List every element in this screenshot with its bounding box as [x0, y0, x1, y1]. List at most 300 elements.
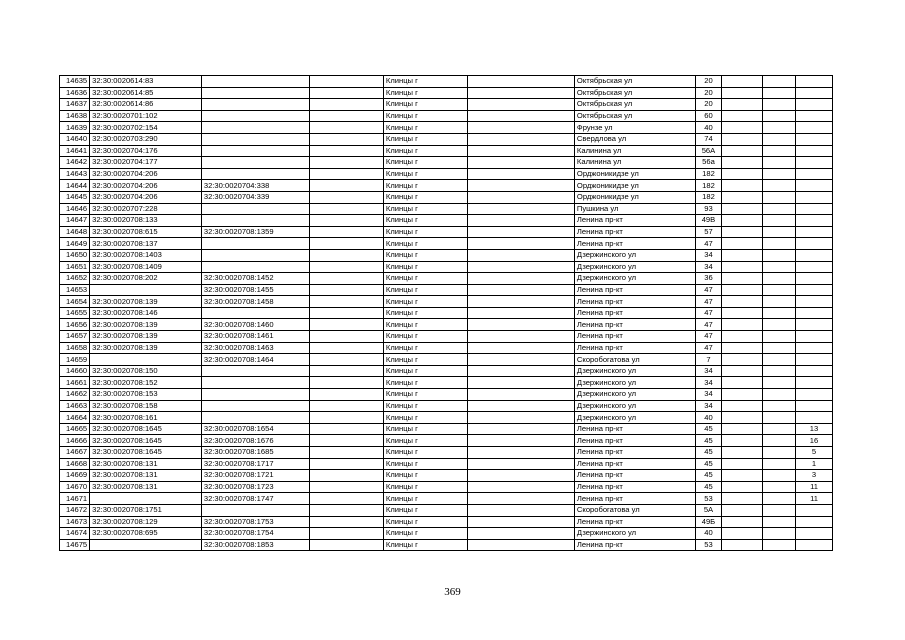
cell-house: 182 [695, 191, 722, 203]
cell-number: 14639 [60, 122, 90, 134]
cell-apartment [796, 273, 833, 285]
cell-street: Ленина пр-кт [574, 307, 695, 319]
table-row [60, 400, 833, 412]
cell-number: 14648 [60, 226, 90, 238]
table-row [60, 122, 833, 134]
cell-empty1 [310, 319, 384, 331]
cell-city: Клинцы г [383, 180, 467, 192]
cell-empty2 [467, 76, 574, 88]
cell-empty1 [310, 87, 384, 99]
table-row [60, 470, 833, 482]
cell-cadastral: 32:30:0020708:150 [90, 365, 202, 377]
cell-cadastral2 [201, 307, 309, 319]
cell-street: Дзержинского ул [574, 412, 695, 424]
cell-empty4 [762, 191, 796, 203]
cell-empty2 [467, 203, 574, 215]
cell-house: 34 [695, 377, 722, 389]
cell-cadastral2 [201, 261, 309, 273]
cell-street: Ленина пр-кт [574, 435, 695, 447]
cell-empty1 [310, 145, 384, 157]
cell-house: 45 [695, 435, 722, 447]
table-row [60, 435, 833, 447]
cell-cadastral: 32:30:0020703:290 [90, 133, 202, 145]
cell-street: Ленина пр-кт [574, 296, 695, 308]
cell-empty2 [467, 238, 574, 250]
cell-cadastral2 [201, 238, 309, 250]
cell-empty2 [467, 215, 574, 227]
cell-cadastral: 32:30:0020707:228 [90, 203, 202, 215]
cell-apartment [796, 76, 833, 88]
cell-street: Орджоникидзе ул [574, 180, 695, 192]
cell-number: 14667 [60, 447, 90, 459]
table-row [60, 539, 833, 551]
cell-cadastral: 32:30:0020708:133 [90, 215, 202, 227]
cell-empty2 [467, 435, 574, 447]
cell-empty1 [310, 226, 384, 238]
cell-empty2 [467, 389, 574, 401]
table-row [60, 273, 833, 285]
cell-empty2 [467, 99, 574, 111]
cell-empty2 [467, 226, 574, 238]
cell-empty2 [467, 377, 574, 389]
cell-number: 14663 [60, 400, 90, 412]
cell-cadastral2: 32:30:0020708:1654 [201, 423, 309, 435]
cell-empty3 [722, 99, 762, 111]
cell-empty1 [310, 331, 384, 343]
cell-apartment [796, 296, 833, 308]
cell-number: 14662 [60, 389, 90, 401]
cell-empty4 [762, 168, 796, 180]
cell-street: Дзержинского ул [574, 377, 695, 389]
cell-street: Фрунзе ул [574, 122, 695, 134]
cell-house: 47 [695, 238, 722, 250]
cell-empty1 [310, 191, 384, 203]
cell-street: Дзержинского ул [574, 389, 695, 401]
cell-street: Ленина пр-кт [574, 226, 695, 238]
cell-city: Клинцы г [383, 493, 467, 505]
cell-apartment [796, 504, 833, 516]
cell-number: 14642 [60, 157, 90, 169]
cell-empty4 [762, 87, 796, 99]
cell-empty4 [762, 215, 796, 227]
cell-city: Клинцы г [383, 87, 467, 99]
cell-number: 14655 [60, 307, 90, 319]
cell-empty4 [762, 145, 796, 157]
cell-number: 14673 [60, 516, 90, 528]
cell-empty4 [762, 331, 796, 343]
cell-number: 14635 [60, 76, 90, 88]
cell-house: 49В [695, 215, 722, 227]
cell-empty4 [762, 423, 796, 435]
cell-empty4 [762, 180, 796, 192]
cell-cadastral2: 32:30:0020704:338 [201, 180, 309, 192]
cell-city: Клинцы г [383, 447, 467, 459]
cell-city: Клинцы г [383, 539, 467, 551]
cell-cadastral: 32:30:0020708:1645 [90, 447, 202, 459]
cell-street: Ленина пр-кт [574, 516, 695, 528]
cell-empty3 [722, 110, 762, 122]
cell-empty4 [762, 273, 796, 285]
cell-cadastral: 32:30:0020614:85 [90, 87, 202, 99]
cell-empty2 [467, 412, 574, 424]
cell-house: 53 [695, 493, 722, 505]
cell-empty1 [310, 365, 384, 377]
cell-city: Клинцы г [383, 458, 467, 470]
table-row [60, 528, 833, 540]
cell-street: Ленина пр-кт [574, 539, 695, 551]
cell-empty2 [467, 365, 574, 377]
cell-empty2 [467, 400, 574, 412]
cell-empty4 [762, 284, 796, 296]
table-row [60, 423, 833, 435]
cell-house: 45 [695, 470, 722, 482]
cell-number: 14656 [60, 319, 90, 331]
cell-empty1 [310, 528, 384, 540]
cell-apartment [796, 377, 833, 389]
cell-empty1 [310, 249, 384, 261]
cell-apartment: 5 [796, 447, 833, 459]
cell-number: 14672 [60, 504, 90, 516]
cell-house: 182 [695, 168, 722, 180]
cell-cadastral: 32:30:0020708:131 [90, 458, 202, 470]
table-row [60, 493, 833, 505]
cell-empty1 [310, 307, 384, 319]
cell-city: Клинцы г [383, 249, 467, 261]
table-row [60, 504, 833, 516]
cell-empty3 [722, 157, 762, 169]
cell-number: 14640 [60, 133, 90, 145]
cell-number: 14636 [60, 87, 90, 99]
cell-empty4 [762, 342, 796, 354]
cell-empty2 [467, 493, 574, 505]
cell-empty2 [467, 539, 574, 551]
cell-cadastral2: 32:30:0020708:1754 [201, 528, 309, 540]
cell-street: Ленина пр-кт [574, 238, 695, 250]
cell-empty3 [722, 447, 762, 459]
cell-house: 40 [695, 122, 722, 134]
cell-empty4 [762, 133, 796, 145]
cell-empty3 [722, 481, 762, 493]
table-row [60, 203, 833, 215]
table-row [60, 215, 833, 227]
cell-empty4 [762, 528, 796, 540]
cell-apartment: 1 [796, 458, 833, 470]
cell-city: Клинцы г [383, 76, 467, 88]
cell-empty4 [762, 122, 796, 134]
cell-cadastral: 32:30:0020708:202 [90, 273, 202, 285]
cell-empty1 [310, 168, 384, 180]
cell-number: 14671 [60, 493, 90, 505]
cell-number: 14657 [60, 331, 90, 343]
table-row [60, 133, 833, 145]
cell-city: Клинцы г [383, 365, 467, 377]
cell-house: 20 [695, 87, 722, 99]
table-row [60, 284, 833, 296]
cell-empty3 [722, 145, 762, 157]
cell-apartment: 13 [796, 423, 833, 435]
cell-empty1 [310, 157, 384, 169]
table-row [60, 307, 833, 319]
cell-cadastral [90, 539, 202, 551]
cell-empty2 [467, 296, 574, 308]
cell-empty3 [722, 504, 762, 516]
cell-number: 14653 [60, 284, 90, 296]
cell-house: 36 [695, 273, 722, 285]
cell-cadastral2: 32:30:0020704:339 [201, 191, 309, 203]
cell-street: Ленина пр-кт [574, 342, 695, 354]
cell-cadastral: 32:30:0020708:153 [90, 389, 202, 401]
cell-street: Ленина пр-кт [574, 470, 695, 482]
cell-cadastral2: 32:30:0020708:1753 [201, 516, 309, 528]
cell-cadastral: 32:30:0020708:137 [90, 238, 202, 250]
cell-city: Клинцы г [383, 481, 467, 493]
cell-city: Клинцы г [383, 504, 467, 516]
cell-apartment [796, 145, 833, 157]
cell-house: 34 [695, 400, 722, 412]
cell-empty3 [722, 307, 762, 319]
cell-number: 14674 [60, 528, 90, 540]
cell-cadastral: 32:30:0020708:1645 [90, 423, 202, 435]
cell-cadastral: 32:30:0020708:139 [90, 319, 202, 331]
cell-apartment: 3 [796, 470, 833, 482]
cell-empty3 [722, 261, 762, 273]
cell-cadastral: 32:30:0020708:139 [90, 296, 202, 308]
cell-number: 14660 [60, 365, 90, 377]
cell-city: Клинцы г [383, 319, 467, 331]
cell-house: 47 [695, 319, 722, 331]
cell-apartment [796, 365, 833, 377]
cell-number: 14664 [60, 412, 90, 424]
cell-city: Клинцы г [383, 238, 467, 250]
table-row [60, 481, 833, 493]
cell-street: Дзержинского ул [574, 273, 695, 285]
cell-street: Дзержинского ул [574, 365, 695, 377]
cell-cadastral: 32:30:0020704:206 [90, 191, 202, 203]
cell-apartment [796, 342, 833, 354]
cell-empty4 [762, 400, 796, 412]
cell-empty3 [722, 87, 762, 99]
cell-cadastral: 32:30:0020708:161 [90, 412, 202, 424]
table-row [60, 238, 833, 250]
cell-empty1 [310, 470, 384, 482]
cell-cadastral: 32:30:0020708:131 [90, 470, 202, 482]
page-number: 369 [444, 586, 461, 598]
cell-cadastral: 32:30:0020708:131 [90, 481, 202, 493]
cell-cadastral2: 32:30:0020708:1461 [201, 331, 309, 343]
cell-empty3 [722, 528, 762, 540]
cell-empty2 [467, 470, 574, 482]
cell-empty2 [467, 145, 574, 157]
cell-empty2 [467, 458, 574, 470]
table-row [60, 157, 833, 169]
cell-apartment [796, 110, 833, 122]
cell-street: Октябрьская ул [574, 87, 695, 99]
cell-empty1 [310, 389, 384, 401]
cell-number: 14666 [60, 435, 90, 447]
table-row [60, 261, 833, 273]
table-row [60, 319, 833, 331]
cell-apartment [796, 87, 833, 99]
cell-city: Клинцы г [383, 99, 467, 111]
cell-house: 45 [695, 423, 722, 435]
cell-empty4 [762, 99, 796, 111]
cell-empty3 [722, 203, 762, 215]
cell-city: Клинцы г [383, 389, 467, 401]
cell-apartment: 11 [796, 493, 833, 505]
cell-house: 20 [695, 99, 722, 111]
cell-empty2 [467, 342, 574, 354]
cell-empty3 [722, 435, 762, 447]
cell-house: 93 [695, 203, 722, 215]
cell-city: Клинцы г [383, 203, 467, 215]
table-row [60, 458, 833, 470]
table-row [60, 145, 833, 157]
cell-number: 14644 [60, 180, 90, 192]
cell-street: Ленина пр-кт [574, 493, 695, 505]
cell-street: Ленина пр-кт [574, 215, 695, 227]
cell-house: 60 [695, 110, 722, 122]
cell-cadastral2: 32:30:0020708:1721 [201, 470, 309, 482]
cell-house: 47 [695, 342, 722, 354]
cell-number: 14645 [60, 191, 90, 203]
table-row [60, 110, 833, 122]
cell-cadastral: 32:30:0020704:206 [90, 168, 202, 180]
cell-cadastral2 [201, 249, 309, 261]
cell-house: 47 [695, 284, 722, 296]
cell-cadastral: 32:30:0020708:695 [90, 528, 202, 540]
cell-cadastral2: 32:30:0020708:1723 [201, 481, 309, 493]
cell-number: 14675 [60, 539, 90, 551]
cell-cadastral: 32:30:0020708:152 [90, 377, 202, 389]
registry-table [59, 75, 833, 551]
cell-empty1 [310, 539, 384, 551]
cell-apartment [796, 528, 833, 540]
cell-empty4 [762, 226, 796, 238]
cell-empty4 [762, 203, 796, 215]
table-row [60, 226, 833, 238]
cell-empty3 [722, 238, 762, 250]
cell-city: Клинцы г [383, 296, 467, 308]
cell-empty3 [722, 423, 762, 435]
cell-cadastral2: 32:30:0020708:1685 [201, 447, 309, 459]
cell-street: Ленина пр-кт [574, 331, 695, 343]
cell-cadastral2 [201, 87, 309, 99]
cell-street: Ленина пр-кт [574, 319, 695, 331]
cell-apartment [796, 389, 833, 401]
cell-cadastral2 [201, 203, 309, 215]
cell-empty1 [310, 423, 384, 435]
cell-city: Клинцы г [383, 528, 467, 540]
cell-cadastral: 32:30:0020708:1409 [90, 261, 202, 273]
cell-empty2 [467, 191, 574, 203]
cell-apartment [796, 261, 833, 273]
cell-empty4 [762, 377, 796, 389]
cell-city: Клинцы г [383, 273, 467, 285]
cell-cadastral: 32:30:0020614:83 [90, 76, 202, 88]
cell-empty2 [467, 249, 574, 261]
table-row [60, 191, 833, 203]
cell-empty2 [467, 273, 574, 285]
cell-empty3 [722, 168, 762, 180]
table-row [60, 168, 833, 180]
cell-city: Клинцы г [383, 377, 467, 389]
cell-empty2 [467, 481, 574, 493]
cell-cadastral: 32:30:0020704:206 [90, 180, 202, 192]
cell-empty4 [762, 504, 796, 516]
cell-apartment [796, 133, 833, 145]
cell-apartment [796, 168, 833, 180]
cell-empty4 [762, 435, 796, 447]
cell-cadastral2: 32:30:0020708:1460 [201, 319, 309, 331]
cell-apartment [796, 191, 833, 203]
cell-apartment [796, 331, 833, 343]
cell-city: Клинцы г [383, 435, 467, 447]
cell-apartment [796, 319, 833, 331]
cell-cadastral2: 32:30:0020708:1464 [201, 354, 309, 366]
cell-empty2 [467, 122, 574, 134]
cell-empty1 [310, 504, 384, 516]
cell-house: 34 [695, 365, 722, 377]
cell-empty4 [762, 412, 796, 424]
cell-street: Дзержинского ул [574, 528, 695, 540]
cell-empty3 [722, 249, 762, 261]
cell-apartment [796, 226, 833, 238]
cell-empty2 [467, 423, 574, 435]
cell-cadastral2 [201, 377, 309, 389]
cell-city: Клинцы г [383, 191, 467, 203]
cell-cadastral: 32:30:0020708:146 [90, 307, 202, 319]
cell-cadastral2 [201, 157, 309, 169]
table-row [60, 180, 833, 192]
cell-cadastral2: 32:30:0020708:1463 [201, 342, 309, 354]
cell-cadastral: 32:30:0020708:1751 [90, 504, 202, 516]
cell-empty2 [467, 516, 574, 528]
cell-city: Клинцы г [383, 168, 467, 180]
cell-empty1 [310, 493, 384, 505]
cell-city: Клинцы г [383, 354, 467, 366]
cell-empty4 [762, 493, 796, 505]
cell-house: 47 [695, 296, 722, 308]
cell-empty2 [467, 110, 574, 122]
cell-empty4 [762, 110, 796, 122]
cell-empty3 [722, 365, 762, 377]
cell-empty3 [722, 122, 762, 134]
cell-empty4 [762, 516, 796, 528]
cell-empty3 [722, 191, 762, 203]
cell-empty3 [722, 215, 762, 227]
cell-cadastral2 [201, 400, 309, 412]
cell-cadastral2: 32:30:0020708:1747 [201, 493, 309, 505]
cell-city: Клинцы г [383, 470, 467, 482]
cell-house: 53 [695, 539, 722, 551]
cell-number: 14668 [60, 458, 90, 470]
cell-empty1 [310, 76, 384, 88]
cell-empty3 [722, 319, 762, 331]
cell-cadastral2: 32:30:0020708:1676 [201, 435, 309, 447]
cell-apartment [796, 238, 833, 250]
cell-empty4 [762, 76, 796, 88]
cell-apartment [796, 284, 833, 296]
cell-cadastral [90, 354, 202, 366]
cell-cadastral2: 32:30:0020708:1853 [201, 539, 309, 551]
cell-apartment: 16 [796, 435, 833, 447]
cell-house: 182 [695, 180, 722, 192]
cell-empty2 [467, 331, 574, 343]
cell-empty3 [722, 400, 762, 412]
cell-street: Ленина пр-кт [574, 447, 695, 459]
cell-cadastral2 [201, 504, 309, 516]
cell-street: Калинина ул [574, 145, 695, 157]
